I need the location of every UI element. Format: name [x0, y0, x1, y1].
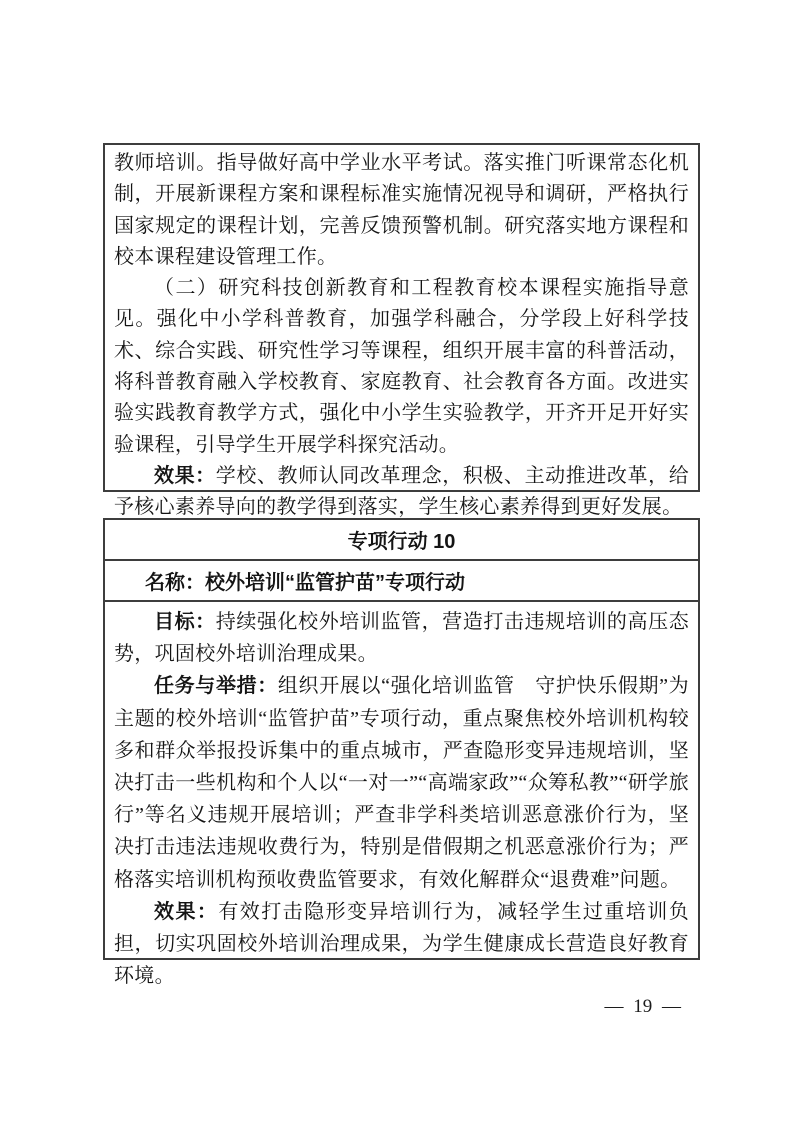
special-action-name-row [105, 561, 698, 602]
effect-label: 效果： [154, 464, 216, 487]
effect-text: 学校、教师认同改革理念，积极、主动推进改革，给予核心素养导向的教学得到落实，学生核心素养得到更好发展。 [114, 464, 689, 519]
name-text: 校外培训“监管护苗”专项行动 [205, 572, 465, 594]
name-label: 名称： [145, 572, 205, 594]
goal-paragraph [114, 606, 689, 670]
tasks-label: 任务与举措： [154, 675, 278, 698]
page-number: — 19 — [604, 996, 681, 1017]
paragraph-section-two-text: （二）研究科技创新教育和工程教育校本课程实施指导意见。强化中小学科普教育，加强学科融合，分学段上好科学技术、综合实践、研究性学习等课程，组织开展丰富的科普活动，将科普教育融入学校教育、家庭教育、社会教育各方面。改进实验实践教育教学方式，强化中小学生实验教学，开齐开足开好实验课程，引导学生开展学科探究活动。 [114, 277, 689, 456]
effect-text-2: 有效打击隐形变异培训行为，减轻学生过重培训负担，切实巩固校外培训治理成果，为学生健康成长营造良好教育环境。 [114, 900, 689, 988]
paragraph-effect [114, 461, 689, 524]
tasks-text: 组织开展以“强化培训监管 守护快乐假期”为主题的校外培训“监管护苗”专项行动，重点聚焦校外培训机构较多和群众举报投诉集中的重点城市，严查隐形变异违规培训，坚决打击一些机构和个人以“一对一”“高端家政”“众筹私教”“研学旅行”等名义违规开展培训；严查非学科类培训恶意涨价行为，坚决打击违法违规收费行为，特别是借假期之机恶意涨价行为；严格落实培训机构预收费监管要求，有效化解群众“退费难”问题。 [114, 675, 689, 891]
goal-text: 持续强化校外培训监管，营造打击违规培训的高压态势，巩固校外培训治理成果。 [114, 611, 689, 666]
special-action-body [105, 602, 698, 992]
tasks-paragraph [114, 670, 689, 895]
special-action-box [103, 518, 700, 988]
paragraph-section-two [114, 273, 689, 461]
goal-label: 目标： [154, 611, 216, 633]
effect-label-2: 效果： [154, 900, 219, 923]
continuation-text-box [103, 143, 700, 519]
paragraph-continuation [114, 148, 689, 273]
special-action-title: 专项行动 10 [105, 520, 698, 561]
paragraph-continuation-text: 教师培训。指导做好高中学业水平考试。落实推门听课常态化机制，开展新课程方案和课程标准实施情况视导和调研，严格执行国家规定的课程计划，完善反馈预警机制。研究落实地方课程和校本课程建设管理工作。 [114, 152, 689, 268]
effect-paragraph [114, 896, 689, 993]
